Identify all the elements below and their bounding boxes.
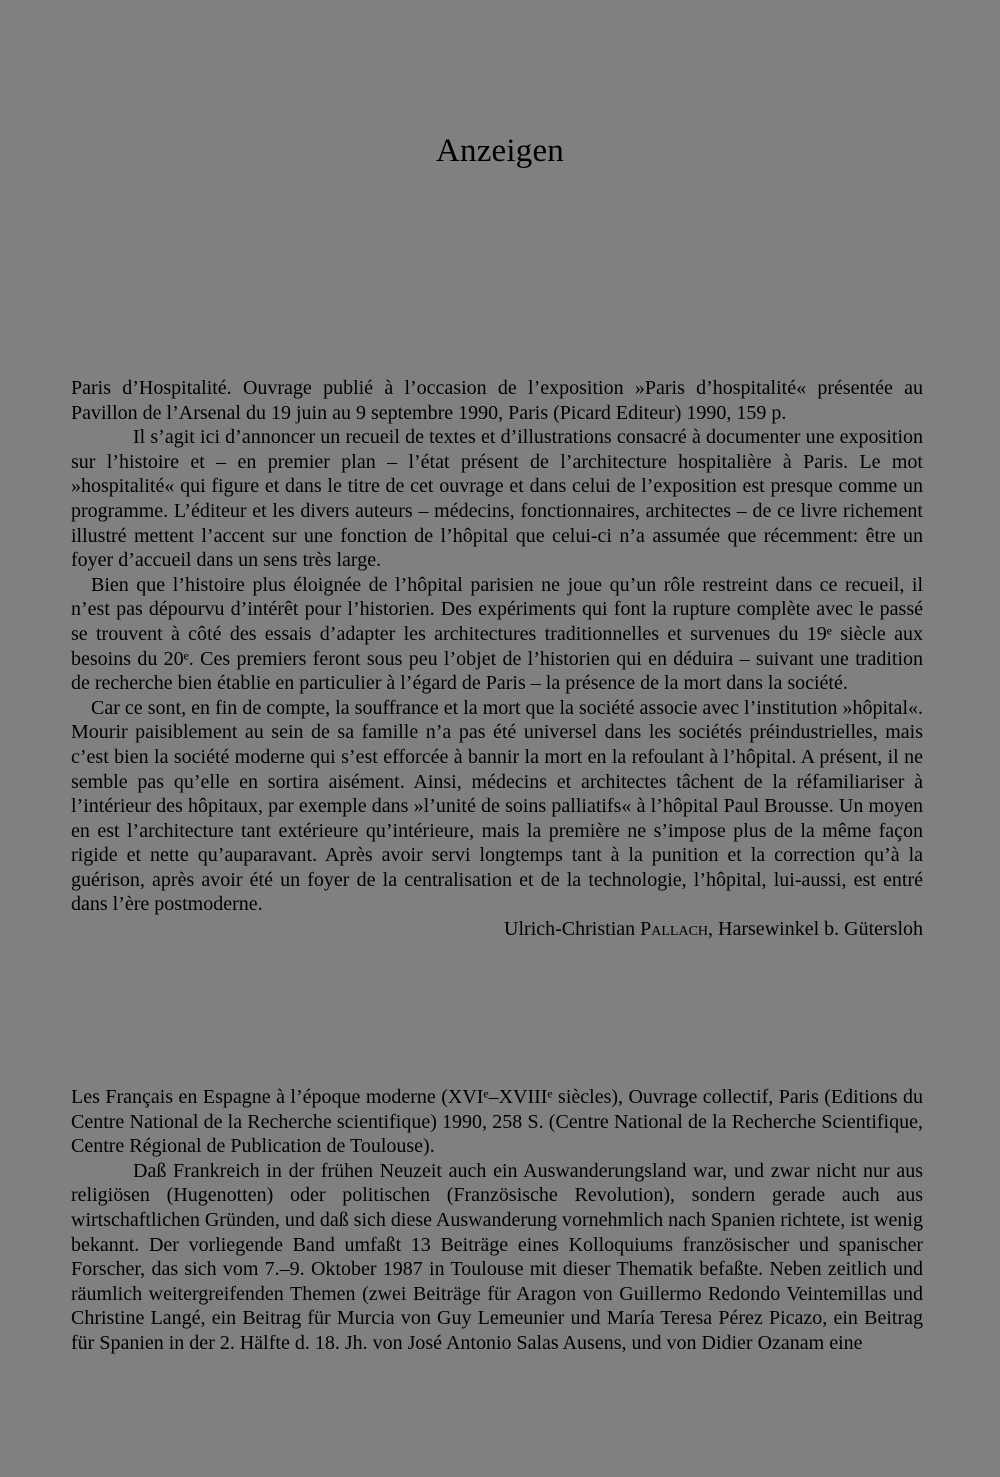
review-paragraph: Il s’agit ici d’annoncer un recueil de textes et d’illustrations consacré à documenter une exposition sur l’histoire et – en premier plan – l’état présent de l’architecture hospitalière à Paris. Le mot »hospitalité« qui figure et dans le titre de cet ouvrage et dans celui de l’exposition est presque comme un programme. L’éditeur et les divers auteurs – médecins, fonctionnaires, architectes – de ce livre richement illustré mettent l’accent sur une fonction de l’hôpital que celui-ci n’a assumée que récemment: être un foyer d’accueil dans un sens très large. <box>71 426 923 572</box>
reviewer-first-name: Ulrich-Christian <box>504 918 636 941</box>
review-signature <box>71 917 923 942</box>
review-paragraph: Bien que l’histoire plus éloignée de l’hôpital parisien ne joue qu’un rôle restreint dans ce recueil, il n’est pas dépourvu d’intérêt pour l’historien. Des expériments qui font la rupture complète avec le passé se trouvent à côté des essais d’adapter les architectures traditionnelles et survenues du 19ᵉ siècle aux besoins du 20ᵉ. Ces premiers feront sous peu l’objet de l’historien qui en déduira – suivant une tradition de recherche bien établie en particulier à l’égard de Paris – la présence de la mort dans la société. <box>71 573 923 695</box>
review-citation: Les Français en Espagne à l’époque moderne (XVIᵉ–XVIIIᵉ siècles), Ouvrage collectif, Paris (Editions du Centre National de la Recherche scientifique) 1990, 258 S. (Centre National de la Recherche Scientifique, Centre Régional de Publication de Toulouse). <box>71 1086 923 1158</box>
review-francais-en-espagne <box>71 1085 923 1356</box>
review-paragraph: Car ce sont, en fin de compte, la souffrance et la mort que la société associe avec l’institution »hôpital«. Mourir paisiblement au sein de sa famille n’a pas été universel dans les sociétés préindustrielles, mais c’est bien la société moderne qui s’est efforcée à bannir la mort en la refoulant à l’hôpital. A présent, il ne semble pas qu’elle en sortira aisément. Ainsi, médecins et architectes tâchent de la réfamiliariser à l’intérieur des hôpitaux, par exemple dans »l’unité de soins palliatifs« à l’hôpital Paul Brousse. Un moyen en est l’architecture tant extérieure qu’intérieure, mais la première ne s’impose plus de la même façon rigide et nette qu’auparavant. Après avoir servi longtemps tant à la punition et la correction qu’à la guérison, après avoir été un foyer de la centralisation et de la technologie, l’hôpital, lui-aussi, est entré dans l’ère postmoderne. <box>71 696 923 916</box>
review-citation: Paris d’Hospitalité. Ouvrage publié à l’occasion de l’exposition »Paris d’hospitalité« présentée au Pavillon de l’Arsenal du 19 juin au 9 septembre 1990, Paris (Picard Editeur) 1990, 159 p. <box>71 377 923 424</box>
review-paris-hospitalite <box>71 376 923 942</box>
reviewer-place: , Harsewinkel b. Gütersloh <box>708 918 923 941</box>
page-title: Anzeigen <box>435 133 565 169</box>
reviewer-last-name: Pallach <box>640 918 709 941</box>
review-paragraph: Daß Frankreich in der frühen Neuzeit auch ein Auswanderungsland war, und zwar nicht nur aus religiösen (Hugenotten) oder politischen (Französische Revolution), sondern gerade auch aus wirtschaftlichen Gründen, und daß sich diese Auswanderung vornehmlich nach Spanien richtete, ist wenig bekannt. Der vorliegende Band umfaßt 13 Beiträge eines Kolloquiums französischer und spanischer Forscher, das sich vom 7.–9. Oktober 1987 in Toulouse mit dieser Thematik befaßte. Neben zeitlich und räumlich weitergreifenden Themen (zwei Beiträge für Aragon von Guillermo Redondo Veintemillas und Christine Langé, ein Beitrag für Murcia von Guy Lemeunier und María Teresa Pérez Picazo, ein Beitrag für Spanien in der 2. Hälfte d. 18. Jh. von José Antonio Salas Ausens, und von Didier Ozanam eine <box>71 1159 923 1354</box>
